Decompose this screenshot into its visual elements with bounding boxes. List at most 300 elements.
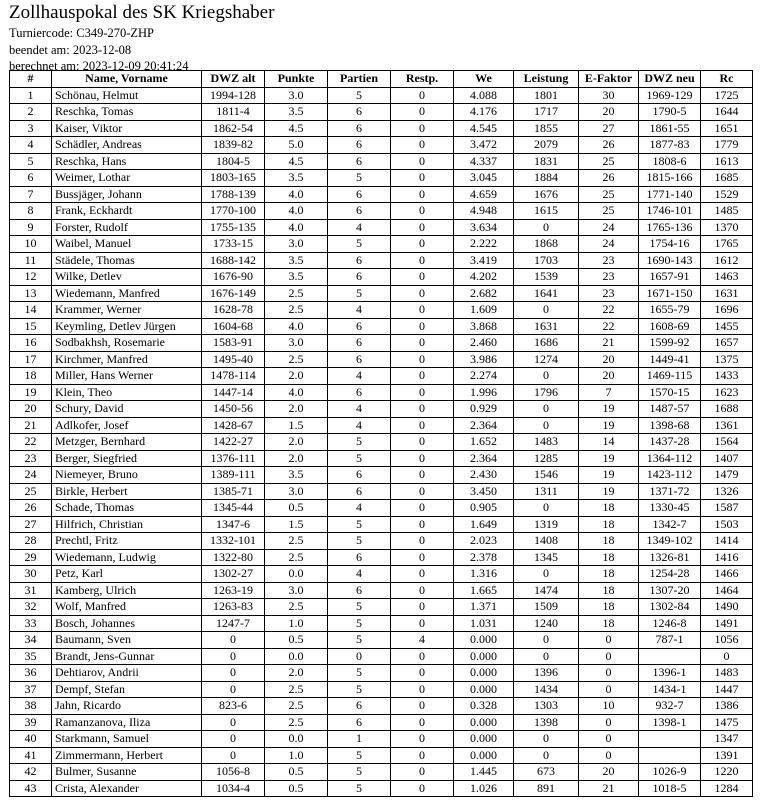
cell-rest-points: 0 [391, 434, 454, 451]
cell-games: 4 [328, 302, 391, 319]
cell-rc: 1491 [701, 615, 753, 632]
cell-name: Niemeyer, Bruno [52, 467, 202, 484]
cell-name: Forster, Rudolf [52, 219, 202, 236]
cell-rank: 39 [10, 714, 52, 731]
cell-dwz-new: 932-7 [639, 698, 701, 715]
cell-name: Berger, Siegfried [52, 450, 202, 467]
cell-name: Schade, Thomas [52, 500, 202, 517]
cell-dwz-old: 1676-149 [202, 285, 265, 302]
cell-games: 4 [328, 500, 391, 517]
cell-performance: 1474 [514, 582, 579, 599]
cell-dwz-new: 787-1 [639, 632, 701, 649]
cell-e-factor: 24 [579, 219, 639, 236]
cell-e-factor: 0 [579, 648, 639, 665]
cell-points: 2.0 [265, 665, 328, 682]
cell-we: 0.328 [454, 698, 514, 715]
table-row [10, 104, 753, 121]
cell-performance: 1717 [514, 104, 579, 121]
cell-games: 6 [328, 203, 391, 220]
cell-performance: 1801 [514, 87, 579, 104]
cell-we: 1.609 [454, 302, 514, 319]
cell-games: 5 [328, 170, 391, 187]
cell-name: Adlkofer, Josef [52, 417, 202, 434]
cell-dwz-old: 1788-139 [202, 186, 265, 203]
cell-we: 3.450 [454, 483, 514, 500]
table-row [10, 401, 753, 418]
cell-points: 4.0 [265, 203, 328, 220]
cell-rank: 38 [10, 698, 52, 715]
cell-name: Dehtiarov, Andrii [52, 665, 202, 682]
cell-we: 2.682 [454, 285, 514, 302]
cell-rank: 43 [10, 780, 52, 797]
cell-we: 0.000 [454, 731, 514, 748]
cell-we: 0.905 [454, 500, 514, 517]
table-row [10, 764, 753, 781]
cell-dwz-new: 1790-5 [639, 104, 701, 121]
cell-rank: 7 [10, 186, 52, 203]
cell-games: 6 [328, 698, 391, 715]
cell-dwz-new: 1396-1 [639, 665, 701, 682]
cell-e-factor: 25 [579, 203, 639, 220]
cell-games: 5 [328, 450, 391, 467]
cell-rest-points: 0 [391, 153, 454, 170]
cell-rc: 1361 [701, 417, 753, 434]
cell-games: 5 [328, 87, 391, 104]
cell-dwz-old: 1733-15 [202, 236, 265, 253]
cell-rest-points: 0 [391, 500, 454, 517]
column-header-we: We [454, 71, 514, 88]
cell-performance: 1676 [514, 186, 579, 203]
table-row [10, 236, 753, 253]
cell-dwz-new: 1671-150 [639, 285, 701, 302]
cell-rank: 14 [10, 302, 52, 319]
cell-points: 2.0 [265, 401, 328, 418]
cell-rest-points: 0 [391, 483, 454, 500]
cell-we: 4.948 [454, 203, 514, 220]
cell-we: 1.371 [454, 599, 514, 616]
cell-dwz-old: 1478-114 [202, 368, 265, 385]
cell-dwz-new: 1330-45 [639, 500, 701, 517]
table-row [10, 269, 753, 286]
cell-performance: 1319 [514, 516, 579, 533]
cell-rest-points: 0 [391, 731, 454, 748]
cell-name: Schönau, Helmut [52, 87, 202, 104]
cell-games: 4 [328, 401, 391, 418]
cell-games: 5 [328, 632, 391, 649]
cell-performance: 673 [514, 764, 579, 781]
cell-points: 3.5 [265, 467, 328, 484]
cell-we: 4.176 [454, 104, 514, 121]
cell-performance: 1546 [514, 467, 579, 484]
cell-games: 5 [328, 615, 391, 632]
cell-rank: 19 [10, 384, 52, 401]
cell-rest-points: 0 [391, 384, 454, 401]
cell-dwz-new: 1570-15 [639, 384, 701, 401]
cell-rest-points: 0 [391, 335, 454, 352]
cell-name: Dempf, Stefan [52, 681, 202, 698]
cell-games: 6 [328, 104, 391, 121]
cell-we: 2.364 [454, 417, 514, 434]
table-row [10, 714, 753, 731]
cell-rest-points: 0 [391, 417, 454, 434]
cell-rank: 24 [10, 467, 52, 484]
table-row [10, 467, 753, 484]
cell-dwz-new: 1754-16 [639, 236, 701, 253]
cell-rest-points: 0 [391, 269, 454, 286]
cell-points: 2.0 [265, 368, 328, 385]
cell-rest-points: 0 [391, 104, 454, 121]
cell-rank: 35 [10, 648, 52, 665]
cell-dwz-old: 1034-4 [202, 780, 265, 797]
cell-dwz-new: 1487-57 [639, 401, 701, 418]
end-date: beendet am: 2023-12-08 [9, 42, 132, 57]
cell-performance: 1345 [514, 549, 579, 566]
cell-rest-points: 0 [391, 467, 454, 484]
table-row [10, 615, 753, 632]
cell-rest-points: 0 [391, 120, 454, 137]
cell-rc: 1414 [701, 533, 753, 550]
table-row [10, 252, 753, 269]
cell-e-factor: 25 [579, 186, 639, 203]
cell-e-factor: 18 [579, 582, 639, 599]
table-row [10, 681, 753, 698]
column-header-rank: # [10, 71, 52, 88]
cell-name: Wolf, Manfred [52, 599, 202, 616]
cell-rank: 15 [10, 318, 52, 335]
cell-dwz-new: 1437-28 [639, 434, 701, 451]
cell-points: 1.5 [265, 417, 328, 434]
cell-rest-points: 0 [391, 566, 454, 583]
cell-we: 4.088 [454, 87, 514, 104]
cell-e-factor: 26 [579, 137, 639, 154]
cell-rc: 1564 [701, 434, 753, 451]
cell-e-factor: 23 [579, 285, 639, 302]
cell-e-factor: 7 [579, 384, 639, 401]
cell-e-factor: 26 [579, 170, 639, 187]
cell-e-factor: 14 [579, 434, 639, 451]
cell-dwz-new: 1765-136 [639, 219, 701, 236]
cell-e-factor: 21 [579, 335, 639, 352]
cell-dwz-new: 1326-81 [639, 549, 701, 566]
cell-we: 1.652 [454, 434, 514, 451]
cell-dwz-new: 1608-69 [639, 318, 701, 335]
cell-performance: 1408 [514, 533, 579, 550]
cell-e-factor: 19 [579, 450, 639, 467]
table-row [10, 368, 753, 385]
cell-name: Bosch, Johannes [52, 615, 202, 632]
cell-name: Metzger, Bernhard [52, 434, 202, 451]
table-header-row [10, 71, 753, 88]
cell-rest-points: 0 [391, 351, 454, 368]
cell-rank: 10 [10, 236, 52, 253]
cell-name: Bulmer, Susanne [52, 764, 202, 781]
cell-points: 0.5 [265, 764, 328, 781]
cell-games: 5 [328, 665, 391, 682]
cell-rank: 41 [10, 747, 52, 764]
cell-points: 1.0 [265, 747, 328, 764]
cell-points: 2.5 [265, 351, 328, 368]
cell-points: 4.0 [265, 186, 328, 203]
cell-we: 4.202 [454, 269, 514, 286]
cell-rank: 6 [10, 170, 52, 187]
cell-performance: 0 [514, 731, 579, 748]
cell-name: Kaiser, Viktor [52, 120, 202, 137]
cell-e-factor: 19 [579, 401, 639, 418]
results-table [9, 70, 753, 797]
cell-rc: 1375 [701, 351, 753, 368]
cell-points: 3.0 [265, 236, 328, 253]
cell-rank: 21 [10, 417, 52, 434]
cell-rc: 1464 [701, 582, 753, 599]
cell-performance: 0 [514, 500, 579, 517]
cell-points: 3.5 [265, 170, 328, 187]
cell-e-factor: 0 [579, 747, 639, 764]
cell-rc: 1466 [701, 566, 753, 583]
cell-we: 0.000 [454, 665, 514, 682]
cell-dwz-new: 1449-41 [639, 351, 701, 368]
column-header-dwz-old: DWZ alt [202, 71, 265, 88]
cell-rank: 40 [10, 731, 52, 748]
table-row [10, 731, 753, 748]
cell-e-factor: 18 [579, 549, 639, 566]
column-header-rc: Rc [701, 71, 753, 88]
cell-name: Miller, Hans Werner [52, 368, 202, 385]
cell-we: 1.026 [454, 780, 514, 797]
cell-dwz-old: 0 [202, 648, 265, 665]
cell-e-factor: 21 [579, 780, 639, 797]
cell-points: 2.5 [265, 533, 328, 550]
cell-e-factor: 24 [579, 236, 639, 253]
cell-dwz-old: 1755-135 [202, 219, 265, 236]
cell-we: 2.378 [454, 549, 514, 566]
table-row [10, 780, 753, 797]
cell-e-factor: 18 [579, 516, 639, 533]
cell-rank: 4 [10, 137, 52, 154]
cell-rc: 1416 [701, 549, 753, 566]
cell-rc: 1765 [701, 236, 753, 253]
cell-performance: 0 [514, 417, 579, 434]
cell-dwz-old: 1811-4 [202, 104, 265, 121]
cell-games: 6 [328, 137, 391, 154]
cell-dwz-new: 1398-68 [639, 417, 701, 434]
cell-rest-points: 0 [391, 516, 454, 533]
cell-points: 0.0 [265, 566, 328, 583]
cell-points: 4.0 [265, 384, 328, 401]
cell-name: Reschka, Hans [52, 153, 202, 170]
cell-points: 0.5 [265, 632, 328, 649]
cell-we: 4.337 [454, 153, 514, 170]
table-row [10, 318, 753, 335]
cell-name: Schädler, Andreas [52, 137, 202, 154]
table-row [10, 582, 753, 599]
cell-rest-points: 0 [391, 302, 454, 319]
cell-e-factor: 18 [579, 615, 639, 632]
cell-rest-points: 0 [391, 401, 454, 418]
cell-points: 4.5 [265, 153, 328, 170]
table-row [10, 483, 753, 500]
cell-rc: 1688 [701, 401, 753, 418]
cell-rc: 1685 [701, 170, 753, 187]
cell-e-factor: 25 [579, 153, 639, 170]
cell-performance: 1631 [514, 318, 579, 335]
cell-rank: 2 [10, 104, 52, 121]
cell-rest-points: 0 [391, 203, 454, 220]
cell-rest-points: 0 [391, 137, 454, 154]
cell-points: 3.0 [265, 87, 328, 104]
cell-dwz-old: 1428-67 [202, 417, 265, 434]
cell-rc: 1490 [701, 599, 753, 616]
cell-rest-points: 0 [391, 318, 454, 335]
cell-e-factor: 22 [579, 318, 639, 335]
cell-we: 3.634 [454, 219, 514, 236]
cell-rc: 1475 [701, 714, 753, 731]
cell-points: 0.5 [265, 500, 328, 517]
table-row [10, 87, 753, 104]
cell-games: 5 [328, 599, 391, 616]
cell-dwz-new [639, 731, 701, 748]
table-row [10, 335, 753, 352]
cell-performance: 0 [514, 401, 579, 418]
cell-rc: 1391 [701, 747, 753, 764]
cell-rc: 1326 [701, 483, 753, 500]
cell-we: 2.460 [454, 335, 514, 352]
cell-we: 1.445 [454, 764, 514, 781]
cell-points: 3.0 [265, 582, 328, 599]
cell-rc: 1623 [701, 384, 753, 401]
cell-rank: 28 [10, 533, 52, 550]
cell-points: 0.5 [265, 780, 328, 797]
cell-dwz-old: 0 [202, 731, 265, 748]
cell-rc: 1463 [701, 269, 753, 286]
cell-we: 1.665 [454, 582, 514, 599]
cell-name: Keymling, Detlev Jürgen [52, 318, 202, 335]
cell-points: 4.0 [265, 219, 328, 236]
cell-e-factor: 0 [579, 714, 639, 731]
cell-dwz-new: 1423-112 [639, 467, 701, 484]
cell-dwz-old: 1332-101 [202, 533, 265, 550]
cell-e-factor: 18 [579, 533, 639, 550]
cell-we: 3.868 [454, 318, 514, 335]
cell-dwz-old: 1839-82 [202, 137, 265, 154]
cell-dwz-old: 0 [202, 714, 265, 731]
tournament-code: Turniercode: C349-270-ZHP [9, 26, 155, 40]
cell-name: Starkmann, Samuel [52, 731, 202, 748]
cell-dwz-old: 1495-40 [202, 351, 265, 368]
cell-rest-points: 0 [391, 648, 454, 665]
cell-rank: 34 [10, 632, 52, 649]
cell-name: Klein, Theo [52, 384, 202, 401]
cell-dwz-new: 1434-1 [639, 681, 701, 698]
cell-games: 5 [328, 434, 391, 451]
cell-dwz-new: 1371-72 [639, 483, 701, 500]
cell-points: 3.5 [265, 252, 328, 269]
cell-games: 6 [328, 186, 391, 203]
cell-rest-points: 0 [391, 599, 454, 616]
cell-we: 0.000 [454, 632, 514, 649]
cell-rc: 1725 [701, 87, 753, 104]
cell-e-factor: 20 [579, 351, 639, 368]
cell-points: 3.5 [265, 104, 328, 121]
cell-dwz-new: 1246-8 [639, 615, 701, 632]
cell-performance: 1509 [514, 599, 579, 616]
cell-performance: 1641 [514, 285, 579, 302]
cell-rc: 1284 [701, 780, 753, 797]
cell-e-factor: 19 [579, 483, 639, 500]
cell-dwz-old: 1688-142 [202, 252, 265, 269]
report-header [9, 0, 749, 75]
table-row [10, 203, 753, 220]
cell-games: 6 [328, 549, 391, 566]
cell-performance: 1539 [514, 269, 579, 286]
cell-performance: 1884 [514, 170, 579, 187]
cell-rest-points: 0 [391, 285, 454, 302]
table-row [10, 648, 753, 665]
cell-rest-points: 0 [391, 764, 454, 781]
cell-games: 5 [328, 681, 391, 698]
cell-dwz-old: 1422-27 [202, 434, 265, 451]
cell-points: 2.5 [265, 302, 328, 319]
cell-name: Wiedemann, Ludwig [52, 549, 202, 566]
cell-points: 2.5 [265, 714, 328, 731]
cell-we: 2.222 [454, 236, 514, 253]
cell-points: 0.0 [265, 731, 328, 748]
cell-dwz-new: 1655-79 [639, 302, 701, 319]
cell-rc: 1479 [701, 467, 753, 484]
cell-points: 2.5 [265, 681, 328, 698]
table-row [10, 137, 753, 154]
cell-we: 2.430 [454, 467, 514, 484]
cell-dwz-new: 1307-20 [639, 582, 701, 599]
cell-dwz-new: 1746-101 [639, 203, 701, 220]
cell-rank: 1 [10, 87, 52, 104]
cell-dwz-new: 1302-84 [639, 599, 701, 616]
cell-games: 1 [328, 731, 391, 748]
cell-e-factor: 0 [579, 665, 639, 682]
cell-rest-points: 4 [391, 632, 454, 649]
cell-we: 0.000 [454, 681, 514, 698]
cell-performance: 2079 [514, 137, 579, 154]
cell-dwz-new: 1342-7 [639, 516, 701, 533]
cell-rc: 1651 [701, 120, 753, 137]
cell-we: 0.000 [454, 747, 514, 764]
cell-we: 4.659 [454, 186, 514, 203]
table-row [10, 698, 753, 715]
cell-points: 4.0 [265, 318, 328, 335]
cell-dwz-old: 1676-90 [202, 269, 265, 286]
cell-rank: 5 [10, 153, 52, 170]
cell-games: 6 [328, 384, 391, 401]
cell-games: 4 [328, 219, 391, 236]
cell-performance: 1703 [514, 252, 579, 269]
table-row [10, 516, 753, 533]
cell-rest-points: 0 [391, 533, 454, 550]
cell-games: 5 [328, 780, 391, 797]
cell-dwz-new: 1657-91 [639, 269, 701, 286]
cell-rc: 1631 [701, 285, 753, 302]
cell-dwz-old: 1583-91 [202, 335, 265, 352]
cell-e-factor: 18 [579, 599, 639, 616]
cell-dwz-new: 1398-1 [639, 714, 701, 731]
cell-dwz-old: 1376-111 [202, 450, 265, 467]
cell-points: 3.5 [265, 269, 328, 286]
cell-e-factor: 18 [579, 500, 639, 517]
cell-name: Petz, Karl [52, 566, 202, 583]
cell-performance: 1831 [514, 153, 579, 170]
cell-performance: 891 [514, 780, 579, 797]
cell-name: Krammer, Werner [52, 302, 202, 319]
column-header-e-factor: E-Faktor [579, 71, 639, 88]
cell-games: 6 [328, 120, 391, 137]
